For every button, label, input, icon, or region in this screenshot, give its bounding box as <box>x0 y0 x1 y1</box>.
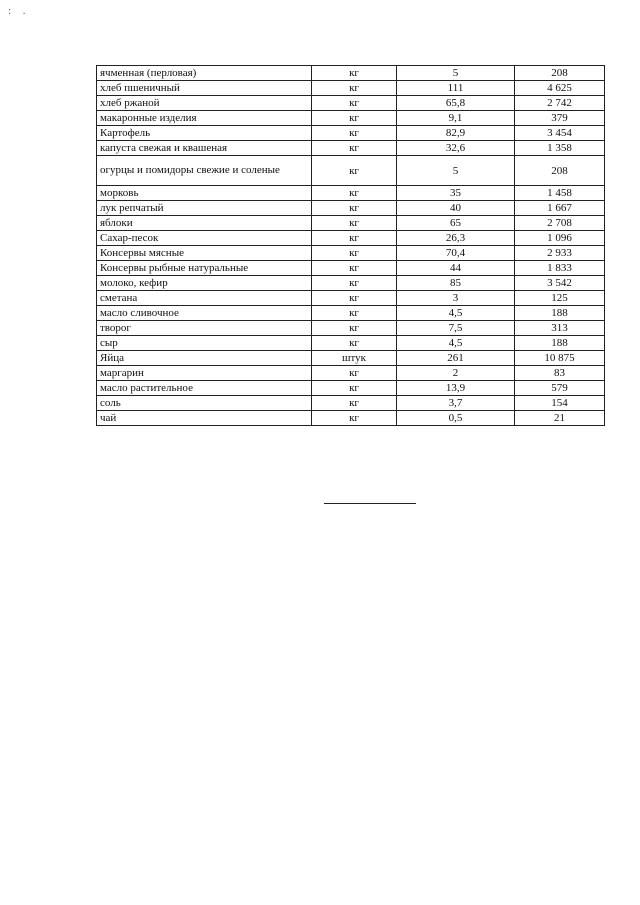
quantity-cell: 4,5 <box>397 336 515 351</box>
quantity-cell: 26,3 <box>397 231 515 246</box>
value-cell: 2 933 <box>515 246 605 261</box>
quantity-cell: 65,8 <box>397 96 515 111</box>
value-cell: 188 <box>515 306 605 321</box>
product-name-cell: творог <box>97 321 312 336</box>
quantity-cell: 82,9 <box>397 126 515 141</box>
unit-cell: кг <box>312 381 397 396</box>
unit-cell: кг <box>312 141 397 156</box>
product-name-cell: яблоки <box>97 216 312 231</box>
quantity-cell: 65 <box>397 216 515 231</box>
unit-cell: штук <box>312 351 397 366</box>
product-name-cell: капуста свежая и квашеная <box>97 141 312 156</box>
table-row <box>97 81 605 96</box>
table-row <box>97 216 605 231</box>
quantity-cell: 3,7 <box>397 396 515 411</box>
unit-cell: кг <box>312 66 397 81</box>
product-name-cell: сыр <box>97 336 312 351</box>
value-cell: 21 <box>515 411 605 426</box>
table-row <box>97 261 605 276</box>
unit-cell: кг <box>312 96 397 111</box>
unit-cell: кг <box>312 276 397 291</box>
table-row <box>97 291 605 306</box>
unit-cell: кг <box>312 396 397 411</box>
unit-cell: кг <box>312 306 397 321</box>
value-cell: 3 454 <box>515 126 605 141</box>
product-name-cell: молоко, кефир <box>97 276 312 291</box>
product-name-cell: чай <box>97 411 312 426</box>
table-row <box>97 351 605 366</box>
value-cell: 2 742 <box>515 96 605 111</box>
product-name-cell: Картофель <box>97 126 312 141</box>
unit-cell: кг <box>312 216 397 231</box>
table-row <box>97 96 605 111</box>
quantity-cell: 4,5 <box>397 306 515 321</box>
value-cell: 313 <box>515 321 605 336</box>
table-row <box>97 411 605 426</box>
value-cell: 208 <box>515 156 605 186</box>
value-cell: 4 625 <box>515 81 605 96</box>
food-ration-table <box>96 65 605 426</box>
table-row <box>97 201 605 216</box>
value-cell: 154 <box>515 396 605 411</box>
table-row <box>97 321 605 336</box>
unit-cell: кг <box>312 411 397 426</box>
table-row <box>97 366 605 381</box>
quantity-cell: 7,5 <box>397 321 515 336</box>
quantity-cell: 2 <box>397 366 515 381</box>
value-cell: 1 833 <box>515 261 605 276</box>
value-cell: 379 <box>515 111 605 126</box>
unit-cell: кг <box>312 231 397 246</box>
unit-cell: кг <box>312 201 397 216</box>
unit-cell: кг <box>312 366 397 381</box>
table-row <box>97 276 605 291</box>
unit-cell: кг <box>312 186 397 201</box>
quantity-cell: 111 <box>397 81 515 96</box>
table-row <box>97 396 605 411</box>
quantity-cell: 13,9 <box>397 381 515 396</box>
product-name-cell: маргарин <box>97 366 312 381</box>
value-cell: 3 542 <box>515 276 605 291</box>
unit-cell: кг <box>312 126 397 141</box>
value-cell: 10 875 <box>515 351 605 366</box>
unit-cell: кг <box>312 81 397 96</box>
quantity-cell: 9,1 <box>397 111 515 126</box>
closing-rule <box>324 503 416 504</box>
quantity-cell: 44 <box>397 261 515 276</box>
table-row <box>97 336 605 351</box>
product-name-cell: макаронные изделия <box>97 111 312 126</box>
quantity-cell: 3 <box>397 291 515 306</box>
product-name-cell: ячменная (перловая) <box>97 66 312 81</box>
quantity-cell: 261 <box>397 351 515 366</box>
unit-cell: кг <box>312 321 397 336</box>
unit-cell: кг <box>312 156 397 186</box>
value-cell: 1 096 <box>515 231 605 246</box>
product-name-cell: хлеб ржаной <box>97 96 312 111</box>
value-cell: 1 667 <box>515 201 605 216</box>
quantity-cell: 5 <box>397 156 515 186</box>
scan-corner-marks: : . <box>8 6 30 17</box>
quantity-cell: 32,6 <box>397 141 515 156</box>
table-row <box>97 156 605 186</box>
table-row <box>97 306 605 321</box>
unit-cell: кг <box>312 261 397 276</box>
product-name-cell: Яйца <box>97 351 312 366</box>
table-row <box>97 111 605 126</box>
quantity-cell: 35 <box>397 186 515 201</box>
value-cell: 208 <box>515 66 605 81</box>
table-row <box>97 66 605 81</box>
table-row <box>97 246 605 261</box>
product-name-cell: соль <box>97 396 312 411</box>
product-name-cell: хлеб пшеничный <box>97 81 312 96</box>
table-body <box>97 66 605 426</box>
quantity-cell: 5 <box>397 66 515 81</box>
product-name-cell: Сахар-песок <box>97 231 312 246</box>
table-row <box>97 186 605 201</box>
value-cell: 2 708 <box>515 216 605 231</box>
unit-cell: кг <box>312 291 397 306</box>
quantity-cell: 0,5 <box>397 411 515 426</box>
product-name-cell: Консервы мясные <box>97 246 312 261</box>
product-name-cell: лук репчатый <box>97 201 312 216</box>
product-name-cell: масло растительное <box>97 381 312 396</box>
value-cell: 579 <box>515 381 605 396</box>
product-name-cell: сметана <box>97 291 312 306</box>
product-name-cell: морковь <box>97 186 312 201</box>
value-cell: 1 358 <box>515 141 605 156</box>
quantity-cell: 85 <box>397 276 515 291</box>
quantity-cell: 70,4 <box>397 246 515 261</box>
unit-cell: кг <box>312 246 397 261</box>
value-cell: 188 <box>515 336 605 351</box>
product-name-cell: огурцы и помидоры свежие и соленые <box>97 156 312 186</box>
table-row <box>97 381 605 396</box>
product-name-cell: масло сливочное <box>97 306 312 321</box>
product-name-cell: Консервы рыбные натуральные <box>97 261 312 276</box>
table-row <box>97 141 605 156</box>
unit-cell: кг <box>312 336 397 351</box>
value-cell: 125 <box>515 291 605 306</box>
unit-cell: кг <box>312 111 397 126</box>
table-row <box>97 231 605 246</box>
table-row <box>97 126 605 141</box>
quantity-cell: 40 <box>397 201 515 216</box>
value-cell: 1 458 <box>515 186 605 201</box>
value-cell: 83 <box>515 366 605 381</box>
